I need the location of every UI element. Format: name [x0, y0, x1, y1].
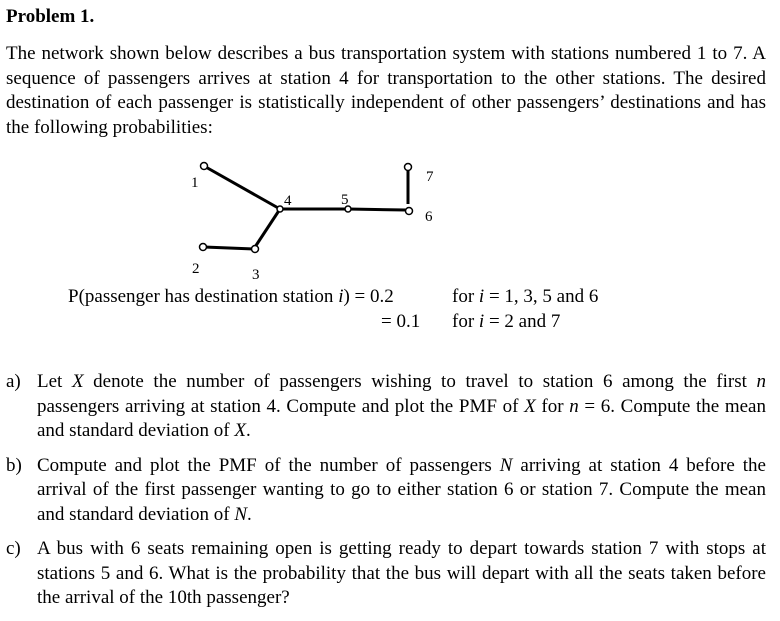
prob-line1-i: i [478, 286, 485, 307]
question-list [6, 370, 766, 621]
question-a-var: n [569, 395, 579, 417]
question-a-var: X [234, 420, 246, 441]
station-node-6 [406, 208, 413, 215]
probability-line-1-condition [452, 286, 598, 308]
question-a-text: denote the number of passengers wishing to travel to station 6 among the first [83, 371, 757, 392]
edge-1-4 [204, 166, 280, 209]
station-node-4 [277, 206, 283, 212]
question-a-marker: a) [6, 371, 21, 392]
edge-5-6 [348, 209, 406, 210]
prob-line1-left: P(passenger has destination station [68, 286, 339, 307]
question-b-var: N [234, 503, 248, 525]
edge-4-3 [255, 209, 280, 247]
station-label-5: 5 [341, 192, 349, 208]
station-label-3: 3 [252, 267, 260, 283]
station-label-7: 7 [426, 169, 434, 185]
station-label-6: 6 [425, 209, 433, 225]
prob-line1-for: for [452, 286, 479, 307]
prob-line1-set: = 1, 3, 5 and 6 [484, 286, 599, 307]
question-b-marker: b) [6, 454, 22, 476]
prob-line2-for: for [452, 311, 479, 332]
prob-line2-value: = 0.1 [381, 311, 421, 332]
question-a-text: = 6. Compute the mean and standard deviation of [37, 395, 766, 441]
problem-intro: The network shown below describes a bus transportation system with stations numbered 1 to 7. A sequence of passengers arrives at station 4 for transportation to the other stations. The desired destination of each passenger is statistically independent of other passengers’ destinations and has the following probabilities: [6, 43, 766, 138]
question-c-text: A bus with 6 seats remaining open is getting ready to depart towards station 7 with stops at stations 5 and 6. What is the probability that the bus will depart with all the seats taken before the arrival of the 10th passenger? [37, 538, 766, 608]
prob-line1-var: i [338, 286, 344, 307]
question-a-var: X [71, 371, 84, 392]
station-node-7 [405, 164, 412, 171]
prob-line2-set: = 2 and 7 [484, 311, 561, 332]
probability-line-2 [381, 311, 420, 333]
station-label-4: 4 [284, 193, 292, 209]
probability-line-1 [68, 286, 394, 308]
question-c [6, 537, 766, 611]
question-a-var: X [524, 395, 536, 417]
prob-line1-mid: ) = 0.2 [343, 286, 394, 307]
question-c-marker: c) [6, 538, 21, 559]
station-node-1 [201, 163, 208, 170]
edge-3-2 [204, 247, 254, 249]
question-b-text: Compute and plot the PMF of the number of passengers [37, 454, 500, 476]
question-b [6, 454, 766, 528]
bus-network-diagram [170, 152, 460, 287]
prob-line2-i: i [478, 311, 485, 332]
station-label-1: 1 [191, 175, 199, 191]
station-node-3 [252, 246, 259, 253]
question-b-text: arriving at station 4 before the arrival of the first passenger wanting to go to either station 6 or station 7. Compute the mean and standard deviation of [37, 454, 766, 525]
question-b-var: N [499, 454, 513, 476]
question-a [6, 370, 766, 444]
probability-line-2-condition [452, 311, 560, 333]
question-a-text: Let [37, 371, 72, 392]
question-a-text: passengers arriving at station 4. Compute and plot the PMF of [37, 395, 525, 417]
station-label-2: 2 [192, 261, 200, 277]
question-a-text: . [245, 420, 251, 441]
question-a-var: n [756, 371, 766, 392]
question-a-text: for [535, 395, 570, 417]
problem-title: Problem 1. [6, 6, 95, 27]
question-b-text: . [247, 503, 252, 525]
station-node-2 [200, 244, 207, 251]
